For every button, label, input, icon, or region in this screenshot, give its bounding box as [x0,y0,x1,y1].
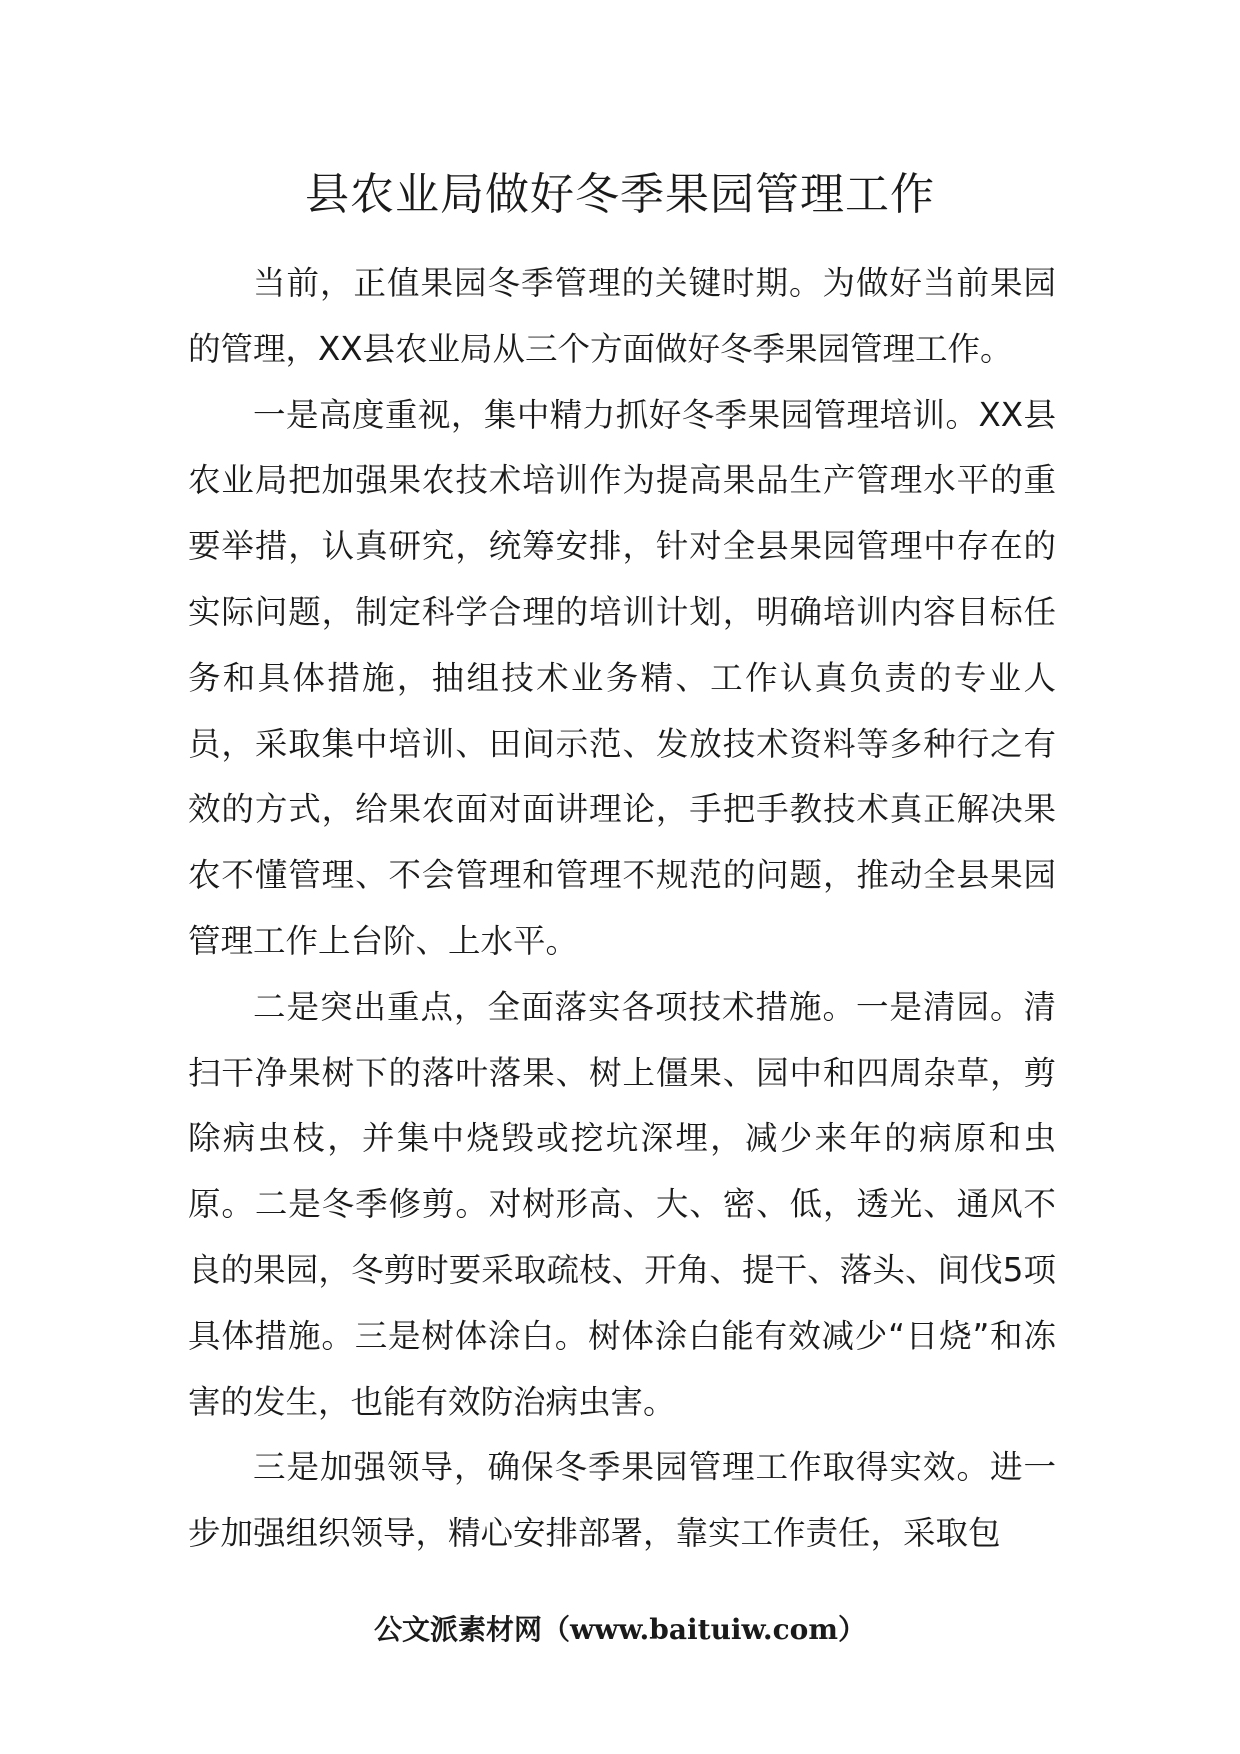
document-body [188,251,1056,1567]
paragraph-point-one: 一是高度重视，集中精力抓好冬季果园管理培训。XX县农业局把加强果农技术培训作为提高果品生产管理水平的重要举措，认真研究，统筹安排，针对全县果园管理中存在的实际问题，制定科学合理的培训计划，明确培训内容目标任务和具体措施，抽组技术业务精、工作认真负责的专业人员，采取集中培训、田间示范、发放技术资料等多种行之有效的方式，给果农面对面讲理论，手把手教技术真正解决果农不懂管理、不会管理和管理不规范的问题，推动全县果园管理工作上台阶、上水平。 [188,395,1056,960]
paragraph-intro: 当前，正值果园冬季管理的关键时期。为做好当前果园的管理，XX县农业局从三个方面做好冬季果园管理工作。 [188,264,1056,368]
document-title: 县农业局做好冬季果园管理工作 [305,169,935,220]
paragraph-point-three: 三是加强领导，确保冬季果园管理工作取得实效。进一步加强组织领导，精心安排部署，靠实工作责任，采取包 [188,1448,1056,1553]
footer-source: 公文派素材网（www.baituiw.com） [374,1613,866,1646]
paragraph-point-two: 二是突出重点，全面落实各项技术措施。一是清园。清扫干净果树下的落叶落果、树上僵果、园中和四周杂草，剪除病虫枝，并集中烧毁或挖坑深埋，减少来年的病原和虫原。二是冬季修剪。对树形高、大、密、低，透光、通风不良的果园，冬剪时要采取疏枝、开角、提干、落头、间伐5项具体措施。三是树体涂白。树体涂白能有效减少“日烧”和冻害的发生，也能有效防治病虫害。 [188,987,1056,1421]
